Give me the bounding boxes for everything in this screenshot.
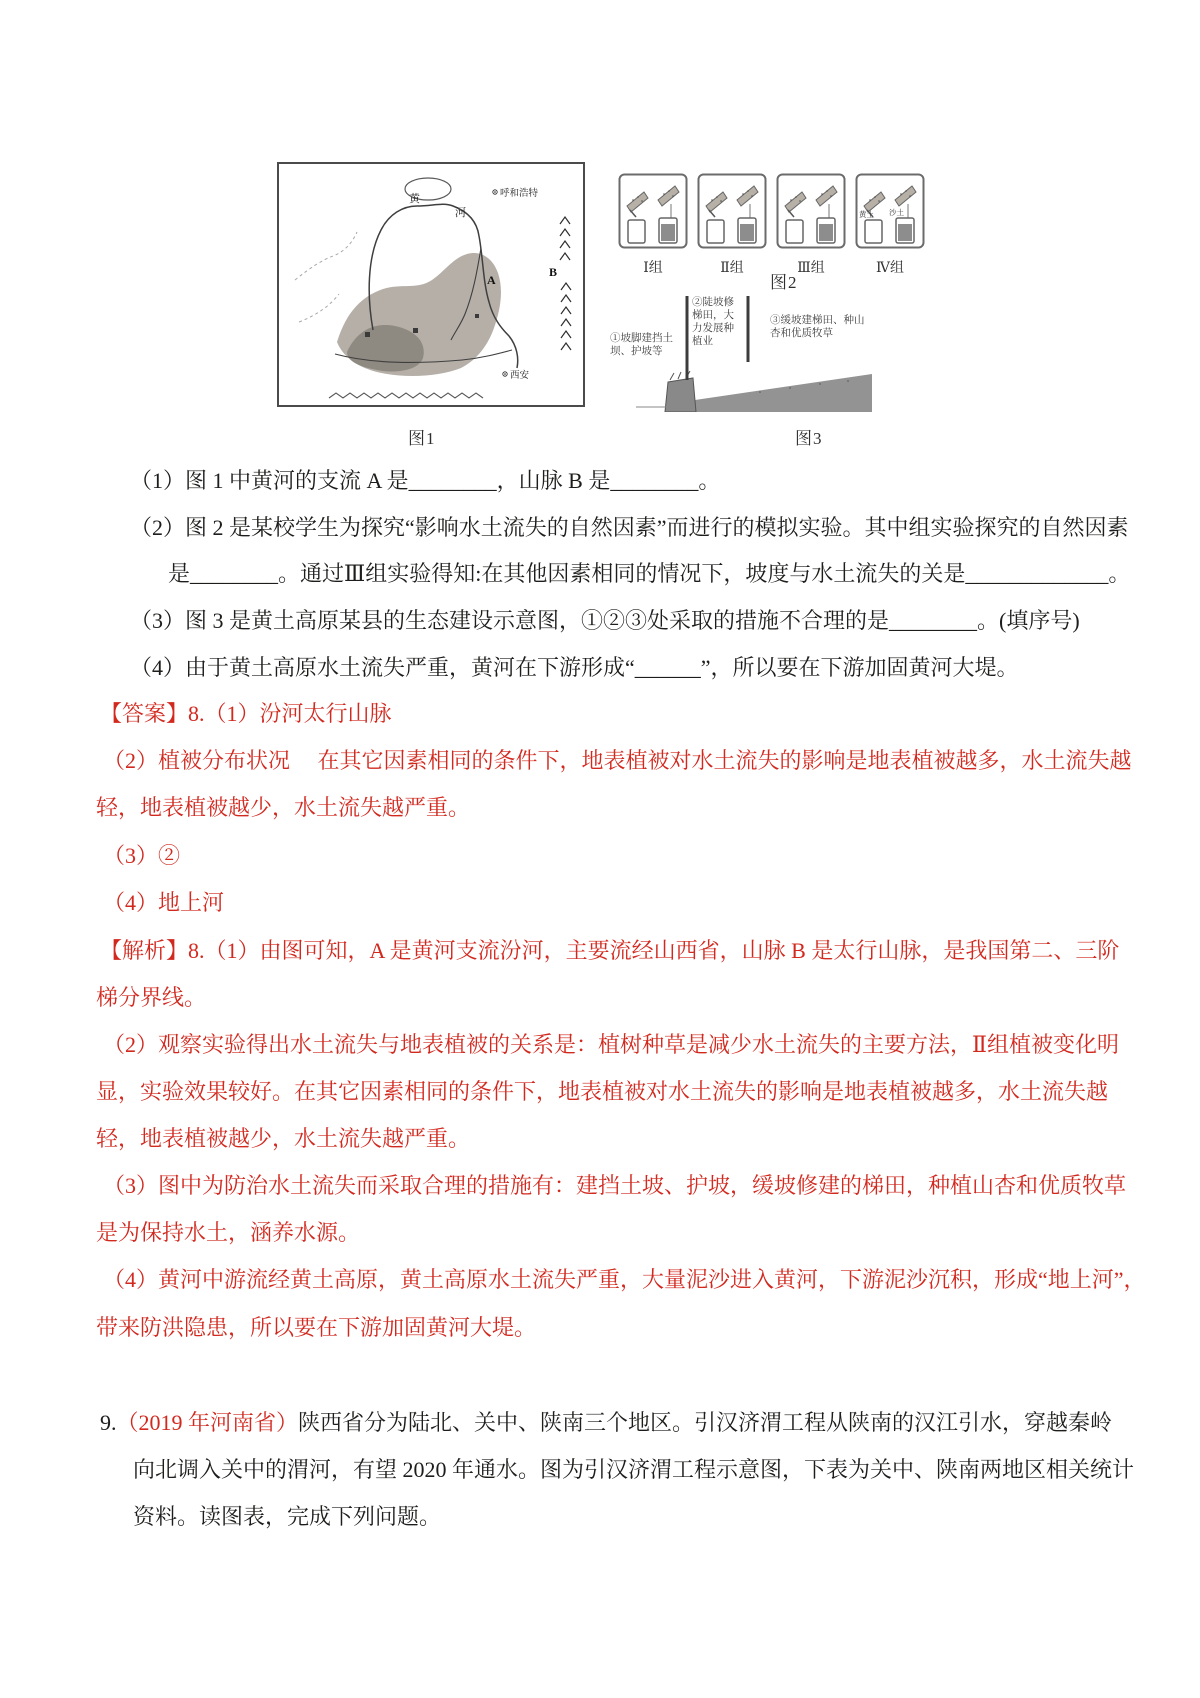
answer-line5: （4）地上河 xyxy=(103,890,225,915)
analysis-line4: 显，实验效果较好。在其它因素相同的条件下，地表植被对水土流失的影响是地表植被越多，水土流失越 xyxy=(96,1079,1109,1104)
city-marker xyxy=(365,332,370,337)
yellow-river-map-figure xyxy=(277,162,585,407)
q8-part2-line1: （2）图 2 是某校学生为探究“影响水土流失的自然因素”而进行的模拟实验。其中组实验探究的自然因素 xyxy=(130,515,1129,540)
analysis-line1: 【解析】8.（1）由图可知，A 是黄河支流汾河，主要流经山西省，山脉 B 是太行山脉，是我国第二、三阶 xyxy=(100,938,1120,963)
analysis-line2: 梯分界线。 xyxy=(96,985,207,1010)
group-1-label: Ⅰ组 xyxy=(643,261,663,276)
q9-intro-part1: 陕西省分为陆北、关中、陕南三个地区。引汉济渭工程从陕南的汉江引水，穿越秦岭 xyxy=(298,1410,1113,1435)
hohhot-dot xyxy=(494,191,496,193)
fig3-annotation-3: ③缓坡建梯田、种山杏和优质牧草 xyxy=(770,315,865,339)
map-label-he: 河 xyxy=(455,207,466,219)
soil-label-loess: 黄土 xyxy=(859,210,874,219)
group-3-label: Ⅲ组 xyxy=(797,261,825,276)
map-label-hohhot: 呼和浩特 xyxy=(500,189,539,199)
q9-number: 9. xyxy=(100,1410,117,1435)
experiment-group-3 xyxy=(778,175,845,248)
fig3-caption: 图3 xyxy=(795,429,823,448)
experiment-groups-graphic xyxy=(618,173,930,251)
q9-line2: 向北调入关中的渭河，有望 2020 年通水。图为引汉济渭工程示意图，下表为关中、陕南两地区相关统计 xyxy=(133,1457,1135,1482)
fig3-annotation-1: ①坡脚建挡土坝、护坡等 xyxy=(610,333,673,357)
city-marker xyxy=(413,328,418,333)
map-label-xian: 西安 xyxy=(510,371,530,381)
fig3-annotation-2: ②陡坡修梯田，大力发展种植业 xyxy=(692,297,734,347)
fig1-caption: 图1 xyxy=(408,429,436,448)
analysis-line5: 轻，地表植被越少，水土流失越严重。 xyxy=(96,1126,471,1151)
map-label-tributary-a: A xyxy=(487,273,496,287)
answer-line4: （3）② xyxy=(103,843,181,868)
q8-part1: （1）图 1 中黄河的支流 A 是________，山脉 B 是________。 xyxy=(130,468,721,493)
terrace-diagram-figure xyxy=(600,288,872,412)
q9-line3: 资料。读图表，完成下列问题。 xyxy=(133,1504,442,1529)
q8-part2-line2: 是________。通过Ⅲ组实验得知:在其他因素相同的情况下，坡度与水土流失的关是_____________。 xyxy=(168,561,1131,586)
map-label-huang: 黄 xyxy=(409,193,420,205)
group-2-label: Ⅱ组 xyxy=(720,261,744,276)
soil-label-sand: 沙土 xyxy=(889,208,904,217)
q9-source: （2019 年河南省） xyxy=(116,1410,299,1435)
fig2-caption: 图2 xyxy=(770,273,798,292)
q9-line1 xyxy=(100,1410,1112,1436)
retaining-wall xyxy=(665,378,696,412)
q8-part4: （4）由于黄土高原水土流失严重，黄河在下游形成“______”，所以要在下游加固黄河大堤。 xyxy=(130,655,1019,680)
analysis-line6: （3）图中为防治水土流失而采取合理的措施有：建挡土坡、护坡，缓坡修建的梯田，种植山杏和优质牧草 xyxy=(103,1173,1127,1198)
answer-line3: 轻，地表植被越少，水土流失越严重。 xyxy=(96,795,471,820)
analysis-line8: （4）黄河中游流经黄土高原，黄土高原水土流失严重，大量泥沙进入黄河，下游泥沙沉积，形成“地上河”， xyxy=(103,1267,1146,1292)
map-label-mountain-b: B xyxy=(549,265,558,279)
answer-line1: 【答案】8.（1）汾河太行山脉 xyxy=(100,701,392,726)
experiment-group-2 xyxy=(699,175,766,248)
group-4-label: Ⅳ组 xyxy=(876,261,904,276)
city-marker xyxy=(475,314,479,318)
analysis-line7: 是为保持水土，涵养水源。 xyxy=(96,1220,361,1245)
answer-line2: （2）植被分布状况 在其它因素相同的条件下，地表植被对水土流失的影响是地表植被越多，水土流失越 xyxy=(103,748,1132,773)
analysis-line9: 带来防洪隐患，所以要在下游加固黄河大堤。 xyxy=(96,1315,537,1340)
analysis-line3: （2）观察实验得出水土流失与地表植被的关系是：植树种草是减少水土流失的主要方法，Ⅱ组植被变化明 xyxy=(103,1032,1119,1057)
experiment-group-1 xyxy=(620,175,687,248)
q8-part3: （3）图 3 是黄土高原某县的生态建设示意图，①②③处采取的措施不合理的是________。(填序号) xyxy=(130,608,1080,633)
slope-ground xyxy=(695,374,872,412)
xian-dot xyxy=(504,373,506,375)
